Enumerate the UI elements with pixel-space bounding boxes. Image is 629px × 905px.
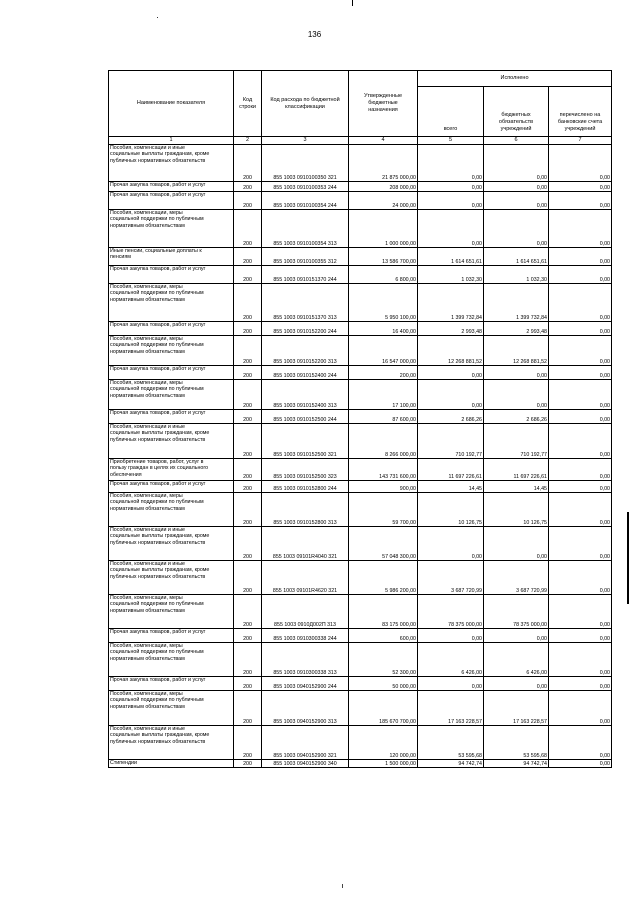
table-row [109, 266, 612, 284]
row-budget-code: 855 1003 09101R4040 321 [262, 527, 349, 561]
row-transferred: 0,00 [549, 481, 612, 493]
row-transferred: 0,00 [549, 248, 612, 266]
row-budget-institutions: 17 163 228,57 [484, 691, 549, 726]
row-name: Приобретение товаров, работ, услуг в пользу граждан в целях их социального обеспечения [109, 459, 234, 481]
table-row [109, 210, 612, 248]
row-transferred: 0,00 [549, 210, 612, 248]
row-line-code: 200 [234, 248, 262, 266]
row-line-code: 200 [234, 691, 262, 726]
row-line-code: 200 [234, 677, 262, 691]
row-budget-institutions: 3 687 720,99 [484, 561, 549, 595]
table-row [109, 424, 612, 459]
row-approved: 6 800,00 [349, 266, 418, 284]
row-total: 1 399 732,84 [418, 284, 484, 322]
row-line-code: 200 [234, 595, 262, 629]
table-row [109, 595, 612, 629]
row-budget-institutions: 12 268 881,52 [484, 336, 549, 366]
header-transferred: перечислено на банковские счета учреждений [549, 87, 612, 137]
row-budget-institutions: 94 742,74 [484, 760, 549, 768]
row-name: Прочая закупка товаров, работ и услуг [109, 677, 234, 691]
row-budget-institutions: 2 993,48 [484, 322, 549, 336]
row-budget-institutions: 53 595,68 [484, 726, 549, 760]
table-row [109, 527, 612, 561]
row-name: Пособия, компенсации, меры социальной поддержки по публичным нормативным обязательствам [109, 284, 234, 322]
row-transferred: 0,00 [549, 192, 612, 210]
table-body [109, 137, 612, 768]
row-transferred: 0,00 [549, 424, 612, 459]
row-budget-code: 855 1003 0910100350 321 [262, 145, 349, 182]
row-transferred: 0,00 [549, 366, 612, 380]
table-row [109, 410, 612, 424]
row-total: 12 268 881,52 [418, 336, 484, 366]
row-name: Пособия, компенсации, меры социальной поддержки по публичным нормативным обязательствам [109, 595, 234, 629]
row-budget-code: 855 1003 0910151370 244 [262, 266, 349, 284]
row-name: Пособия, компенсации и иные социальные выплаты гражданам, кроме публичных нормативных обязательств [109, 561, 234, 595]
row-name: Пособия, компенсации, меры социальной поддержки по публичным нормативным обязательствам [109, 643, 234, 677]
row-total: 78 375 000,00 [418, 595, 484, 629]
row-transferred: 0,00 [549, 561, 612, 595]
row-budget-institutions: 0,00 [484, 145, 549, 182]
scan-mark-left [157, 17, 158, 18]
row-name: Прочая закупка товаров, работ и услуг [109, 266, 234, 284]
row-budget-institutions: 1 614 651,61 [484, 248, 549, 266]
row-total: 1 032,30 [418, 266, 484, 284]
column-number: 3 [262, 137, 349, 145]
table-row [109, 248, 612, 266]
row-approved: 600,00 [349, 629, 418, 643]
row-approved: 16 400,00 [349, 322, 418, 336]
row-budget-institutions: 78 375 000,00 [484, 595, 549, 629]
row-name: Пособия, компенсации и иные социальные выплаты гражданам, кроме публичных нормативных обязательств [109, 145, 234, 182]
row-budget-institutions: 0,00 [484, 182, 549, 192]
row-budget-code: 855 1003 0910152500 244 [262, 410, 349, 424]
table-row [109, 380, 612, 410]
row-approved: 87 600,00 [349, 410, 418, 424]
row-budget-code: 855 1003 09101R4620 321 [262, 561, 349, 595]
row-transferred: 0,00 [549, 410, 612, 424]
row-budget-institutions: 0,00 [484, 192, 549, 210]
row-line-code: 200 [234, 527, 262, 561]
table-row [109, 182, 612, 192]
header-total: всего [418, 87, 484, 137]
row-transferred: 0,00 [549, 322, 612, 336]
row-transferred: 0,00 [549, 726, 612, 760]
row-budget-code: 855 1003 0910100353 244 [262, 182, 349, 192]
row-total: 710 192,77 [418, 424, 484, 459]
row-budget-code: 855 1003 0910152400 313 [262, 380, 349, 410]
row-budget-code: 855 1003 0910152800 244 [262, 481, 349, 493]
row-total: 0,00 [418, 210, 484, 248]
row-approved: 17 100,00 [349, 380, 418, 410]
row-budget-code: 855 1003 0910100354 313 [262, 210, 349, 248]
row-budget-institutions: 0,00 [484, 210, 549, 248]
row-budget-institutions: 0,00 [484, 380, 549, 410]
table-row [109, 493, 612, 527]
row-approved: 21 875 000,00 [349, 145, 418, 182]
row-total: 11 697 226,61 [418, 459, 484, 481]
row-name: Прочая закупка товаров, работ и услуг [109, 322, 234, 336]
row-transferred: 0,00 [549, 284, 612, 322]
row-total: 1 614 651,61 [418, 248, 484, 266]
table-row [109, 145, 612, 182]
row-transferred: 0,00 [549, 182, 612, 192]
row-line-code: 200 [234, 210, 262, 248]
row-approved: 50 000,00 [349, 677, 418, 691]
row-approved: 5 950 100,00 [349, 284, 418, 322]
row-transferred: 0,00 [549, 691, 612, 726]
row-total: 14,45 [418, 481, 484, 493]
row-budget-institutions: 6 426,00 [484, 643, 549, 677]
row-budget-code: 855 1003 0910152200 244 [262, 322, 349, 336]
row-budget-code: 855 1003 0910Д002П 313 [262, 595, 349, 629]
row-line-code: 200 [234, 481, 262, 493]
row-budget-code: 855 1003 0910152500 323 [262, 459, 349, 481]
row-line-code: 200 [234, 410, 262, 424]
row-total: 17 163 228,57 [418, 691, 484, 726]
row-total: 3 687 720,99 [418, 561, 484, 595]
row-transferred: 0,00 [549, 336, 612, 366]
table-row [109, 677, 612, 691]
row-transferred: 0,00 [549, 595, 612, 629]
row-name: Пособия, компенсации, меры социальной поддержки по публичным нормативным обязательствам [109, 210, 234, 248]
row-approved: 5 986 200,00 [349, 561, 418, 595]
row-name: Пособия, компенсации, меры социальной поддержки по публичным нормативным обязательствам [109, 493, 234, 527]
row-transferred: 0,00 [549, 677, 612, 691]
table-row [109, 760, 612, 768]
column-number: 1 [109, 137, 234, 145]
table-row [109, 336, 612, 366]
row-total: 0,00 [418, 677, 484, 691]
row-approved: 24 000,00 [349, 192, 418, 210]
row-transferred: 0,00 [549, 760, 612, 768]
row-total: 0,00 [418, 527, 484, 561]
row-approved: 8 266 000,00 [349, 424, 418, 459]
row-budget-institutions: 0,00 [484, 527, 549, 561]
row-name: Пособия, компенсации и иные социальные выплаты гражданам, кроме публичных нормативных обязательств [109, 424, 234, 459]
column-number: 4 [349, 137, 418, 145]
row-line-code: 200 [234, 336, 262, 366]
row-budget-institutions: 0,00 [484, 366, 549, 380]
row-budget-institutions: 14,45 [484, 481, 549, 493]
row-transferred: 0,00 [549, 629, 612, 643]
row-name: Прочая закупка товаров, работ и услуг [109, 410, 234, 424]
budget-execution-table [108, 70, 612, 768]
table-row [109, 643, 612, 677]
table-row [109, 459, 612, 481]
row-transferred: 0,00 [549, 145, 612, 182]
row-total: 0,00 [418, 145, 484, 182]
row-transferred: 0,00 [549, 493, 612, 527]
column-number: 6 [484, 137, 549, 145]
row-approved: 900,00 [349, 481, 418, 493]
row-name: Пособия, компенсации и иные социальные выплаты гражданам, кроме публичных нормативных обязательств [109, 527, 234, 561]
row-total: 2 993,48 [418, 322, 484, 336]
header-line-code: Код строки [234, 71, 262, 137]
row-line-code: 200 [234, 145, 262, 182]
row-line-code: 200 [234, 322, 262, 336]
row-transferred: 0,00 [549, 380, 612, 410]
row-name: Иные пенсии, социальные доплаты к пенсиям [109, 248, 234, 266]
row-budget-institutions: 11 697 226,61 [484, 459, 549, 481]
row-approved: 83 175 000,00 [349, 595, 418, 629]
row-total: 0,00 [418, 192, 484, 210]
row-budget-institutions: 10 126,75 [484, 493, 549, 527]
row-name: Прочая закупка товаров, работ и услуг [109, 182, 234, 192]
header-budget-institutions: бюджетных обязательств учреждений [484, 87, 549, 137]
row-name: Прочая закупка товаров, работ и услуг [109, 481, 234, 493]
row-budget-code: 855 1003 0910152400 244 [262, 366, 349, 380]
row-total: 10 126,75 [418, 493, 484, 527]
row-line-code: 200 [234, 192, 262, 210]
table-row [109, 366, 612, 380]
row-budget-code: 855 1003 0940152900 340 [262, 760, 349, 768]
table-row [109, 561, 612, 595]
header-approved: Утвержденные бюджетные назначения [349, 71, 418, 137]
row-total: 94 742,74 [418, 760, 484, 768]
row-budget-code: 855 1003 0940152900 244 [262, 677, 349, 691]
row-approved: 59 700,00 [349, 493, 418, 527]
row-budget-institutions: 0,00 [484, 629, 549, 643]
column-numbers-row [109, 137, 612, 145]
row-line-code: 200 [234, 493, 262, 527]
row-line-code: 200 [234, 266, 262, 284]
row-budget-institutions: 1 399 732,84 [484, 284, 549, 322]
row-total: 0,00 [418, 182, 484, 192]
row-name: Прочая закупка товаров, работ и услуг [109, 629, 234, 643]
row-approved: 200,00 [349, 366, 418, 380]
column-number: 2 [234, 137, 262, 145]
row-line-code: 200 [234, 424, 262, 459]
row-line-code: 200 [234, 629, 262, 643]
row-budget-code: 855 1003 0910100354 244 [262, 192, 349, 210]
header-executed: Исполнено [418, 71, 612, 87]
row-approved: 208 000,00 [349, 182, 418, 192]
row-approved: 57 048 300,00 [349, 527, 418, 561]
row-line-code: 200 [234, 182, 262, 192]
row-budget-code: 855 1003 0910152200 313 [262, 336, 349, 366]
row-line-code: 200 [234, 366, 262, 380]
header-budget-code: Код расхода по бюджетной классификации [262, 71, 349, 137]
row-budget-code: 855 1003 0910300338 313 [262, 643, 349, 677]
row-name: Пособия, компенсации, меры социальной поддержки по публичным нормативным обязательствам [109, 380, 234, 410]
row-approved: 1 500 000,00 [349, 760, 418, 768]
table-row [109, 726, 612, 760]
row-approved: 1 000 000,00 [349, 210, 418, 248]
header-name: Наименование показателя [109, 71, 234, 137]
row-budget-code: 855 1003 0910300338 244 [262, 629, 349, 643]
row-line-code: 200 [234, 561, 262, 595]
row-approved: 120 000,00 [349, 726, 418, 760]
table-row [109, 481, 612, 493]
row-name: Пособия, компенсации, меры социальной поддержки по публичным нормативным обязательствам [109, 691, 234, 726]
table-row [109, 192, 612, 210]
row-budget-code: 855 1003 0910152800 313 [262, 493, 349, 527]
row-name: Пособия, компенсации, меры социальной поддержки по публичным нормативным обязательствам [109, 336, 234, 366]
row-name: Пособия, компенсации и иные социальные выплаты гражданам, кроме публичных нормативных обязательств [109, 726, 234, 760]
table-row [109, 322, 612, 336]
row-budget-code: 855 1003 0910151370 313 [262, 284, 349, 322]
row-budget-institutions: 0,00 [484, 677, 549, 691]
row-total: 0,00 [418, 629, 484, 643]
row-line-code: 200 [234, 726, 262, 760]
row-budget-code: 855 1003 0940152900 313 [262, 691, 349, 726]
row-approved: 185 670 700,00 [349, 691, 418, 726]
row-transferred: 0,00 [549, 643, 612, 677]
row-total: 0,00 [418, 366, 484, 380]
row-budget-code: 855 1003 0910100355 312 [262, 248, 349, 266]
scan-mark-bottom [342, 884, 343, 888]
row-total: 2 686,26 [418, 410, 484, 424]
row-line-code: 200 [234, 643, 262, 677]
row-line-code: 200 [234, 459, 262, 481]
column-number: 5 [418, 137, 484, 145]
row-budget-code: 855 1003 0940152900 321 [262, 726, 349, 760]
page-number: 136 [307, 30, 322, 39]
row-approved: 13 586 700,00 [349, 248, 418, 266]
row-line-code: 200 [234, 284, 262, 322]
row-approved: 16 547 000,00 [349, 336, 418, 366]
table-row [109, 284, 612, 322]
row-line-code: 200 [234, 760, 262, 768]
table-row [109, 629, 612, 643]
row-name: Прочая закупка товаров, работ и услуг [109, 192, 234, 210]
row-approved: 143 731 600,00 [349, 459, 418, 481]
row-total: 0,00 [418, 380, 484, 410]
row-transferred: 0,00 [549, 266, 612, 284]
row-budget-institutions: 2 686,26 [484, 410, 549, 424]
row-line-code: 200 [234, 380, 262, 410]
row-transferred: 0,00 [549, 527, 612, 561]
row-total: 6 426,00 [418, 643, 484, 677]
row-budget-institutions: 710 192,77 [484, 424, 549, 459]
row-transferred: 0,00 [549, 459, 612, 481]
row-total: 53 595,68 [418, 726, 484, 760]
row-budget-code: 855 1003 0910152500 321 [262, 424, 349, 459]
row-name: Прочая закупка товаров, работ и услуг [109, 366, 234, 380]
row-budget-institutions: 1 032,30 [484, 266, 549, 284]
row-name: Стипендии [109, 760, 234, 768]
table-row [109, 691, 612, 726]
row-approved: 52 300,00 [349, 643, 418, 677]
scan-mark-top [352, 0, 353, 6]
column-number: 7 [549, 137, 612, 145]
